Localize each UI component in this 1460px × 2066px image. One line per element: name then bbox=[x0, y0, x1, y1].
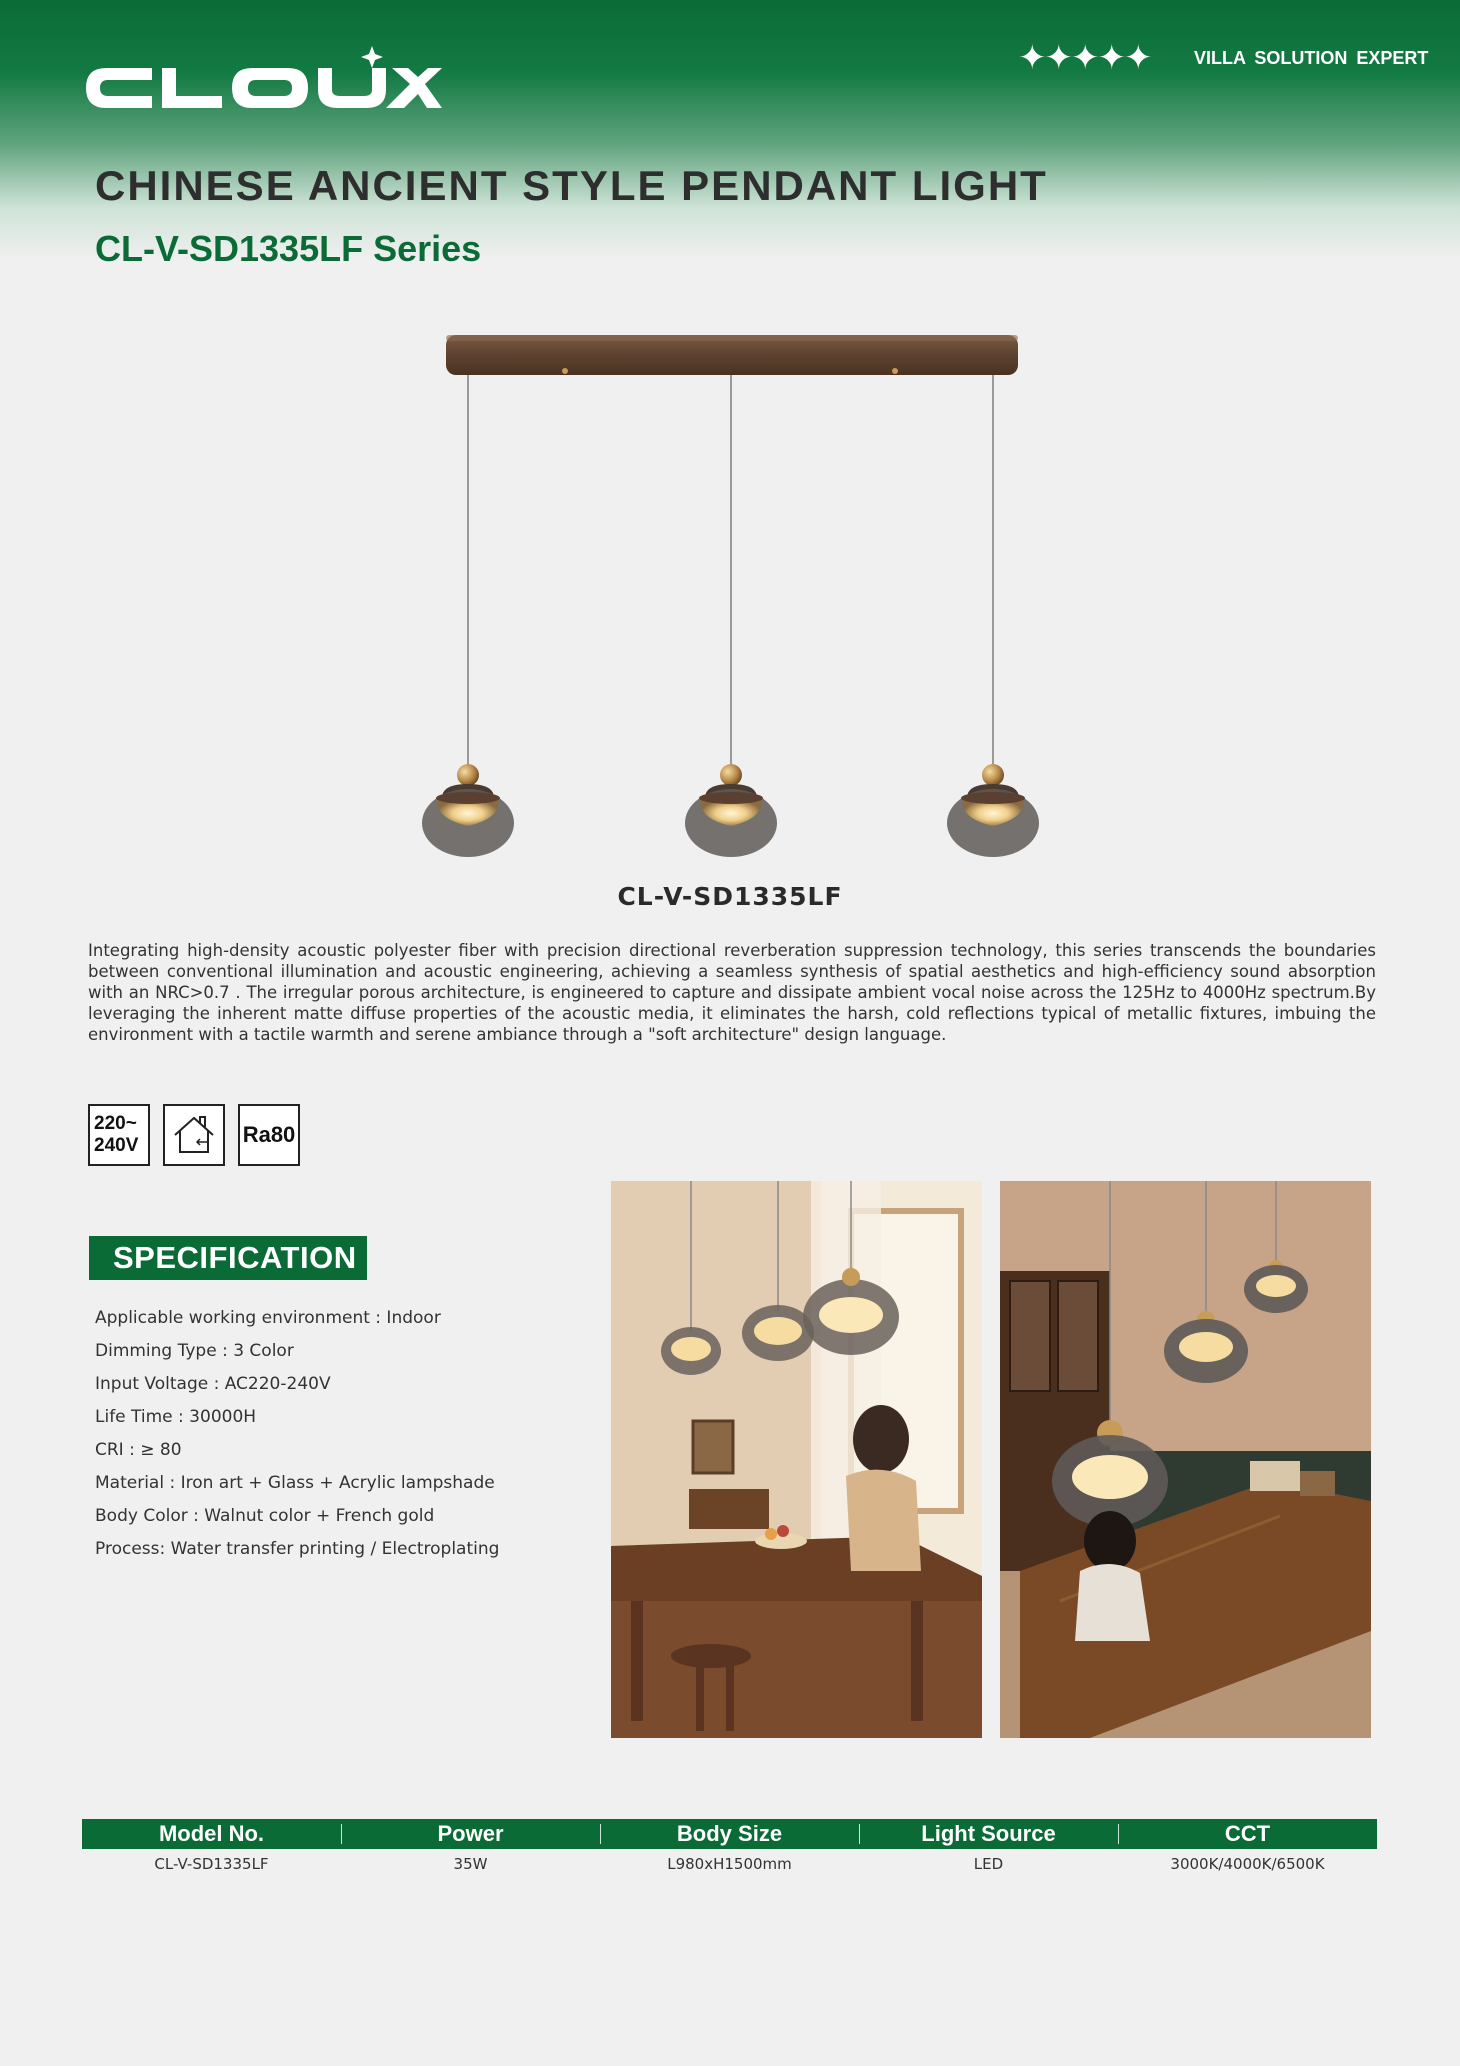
spec-item: Life Time : 30000H bbox=[95, 1407, 257, 1427]
specification-list bbox=[95, 1302, 499, 1566]
header-light-source: Light Source bbox=[859, 1821, 1118, 1847]
header-power: Power bbox=[341, 1821, 600, 1847]
header-model: Model No. bbox=[158, 1821, 265, 1846]
spec-item: Applicable working environment : Indoor bbox=[95, 1308, 441, 1328]
cell-power: 35W bbox=[453, 1855, 488, 1873]
header-band bbox=[0, 0, 1460, 260]
specification-heading: SPECIFICATION bbox=[89, 1236, 367, 1280]
room-photo-dark bbox=[1000, 1181, 1371, 1738]
indoor-house-icon bbox=[163, 1104, 225, 1166]
cell-cct: 3000K/4000K/6500K bbox=[1170, 1855, 1325, 1873]
series-title: CL-V-SD1335LF Series bbox=[95, 228, 482, 269]
spec-item: Dimming Type : 3 Color bbox=[95, 1341, 294, 1361]
voltage-line2: 240V bbox=[94, 1135, 139, 1156]
voltage-line1: 220~ bbox=[94, 1113, 137, 1134]
table-header bbox=[82, 1819, 1377, 1849]
cri-icon: Ra80 bbox=[238, 1104, 300, 1166]
spec-item: Material : Iron art + Glass + Acrylic lampshade bbox=[95, 1473, 495, 1493]
product-image bbox=[400, 320, 1060, 860]
voltage-icon bbox=[88, 1104, 150, 1166]
tagline: VILLA SOLUTION EXPERT bbox=[1194, 48, 1429, 68]
spec-item: Input Voltage : AC220-240V bbox=[95, 1374, 331, 1394]
rating-stars: ✦✦✦✦✦ bbox=[1018, 38, 1151, 78]
header-body-size: Body Size bbox=[600, 1821, 859, 1847]
header-cct: CCT bbox=[1118, 1821, 1377, 1847]
cell-model: CL-V-SD1335LF bbox=[154, 1855, 269, 1873]
cell-light-source: LED bbox=[973, 1855, 1004, 1873]
spec-table bbox=[82, 1819, 1377, 1879]
cloux-logo bbox=[82, 40, 442, 110]
room-photo-bright bbox=[611, 1181, 982, 1738]
page-title: CHINESE ANCIENT STYLE PENDANT LIGHT bbox=[95, 162, 1048, 209]
spec-item: Process: Water transfer printing / Electroplating bbox=[95, 1539, 500, 1559]
spec-item: CRI : ≥ 80 bbox=[95, 1440, 182, 1460]
cell-body-size: L980xH1500mm bbox=[667, 1855, 792, 1873]
table-row bbox=[82, 1849, 1377, 1879]
spec-item: Body Color : Walnut color + French gold bbox=[95, 1506, 435, 1526]
product-description: Integrating high-density acoustic polyester fiber with precision directional reverberation suppression technology, this series transcends the boundaries between conventional illumination and acoustic engineering, achieving a seamless synthesis of spatial aesthetics and high-efficiency sound absorption with an NRC>0.7 . The irregular porous architecture, is engineered to capture and dissipate ambient vocal noise across the 125Hz to 4000Hz spectrum.By leveraging the inherent matte diffuse properties of the acoustic media, it eliminates the harsh, cold reflections typical of metallic fixtures, imbuing the environment with a tactile warmth and serene ambiance through a "soft architecture" design language. bbox=[88, 941, 1376, 1044]
model-caption: CL-V-SD1335LF bbox=[617, 882, 843, 911]
